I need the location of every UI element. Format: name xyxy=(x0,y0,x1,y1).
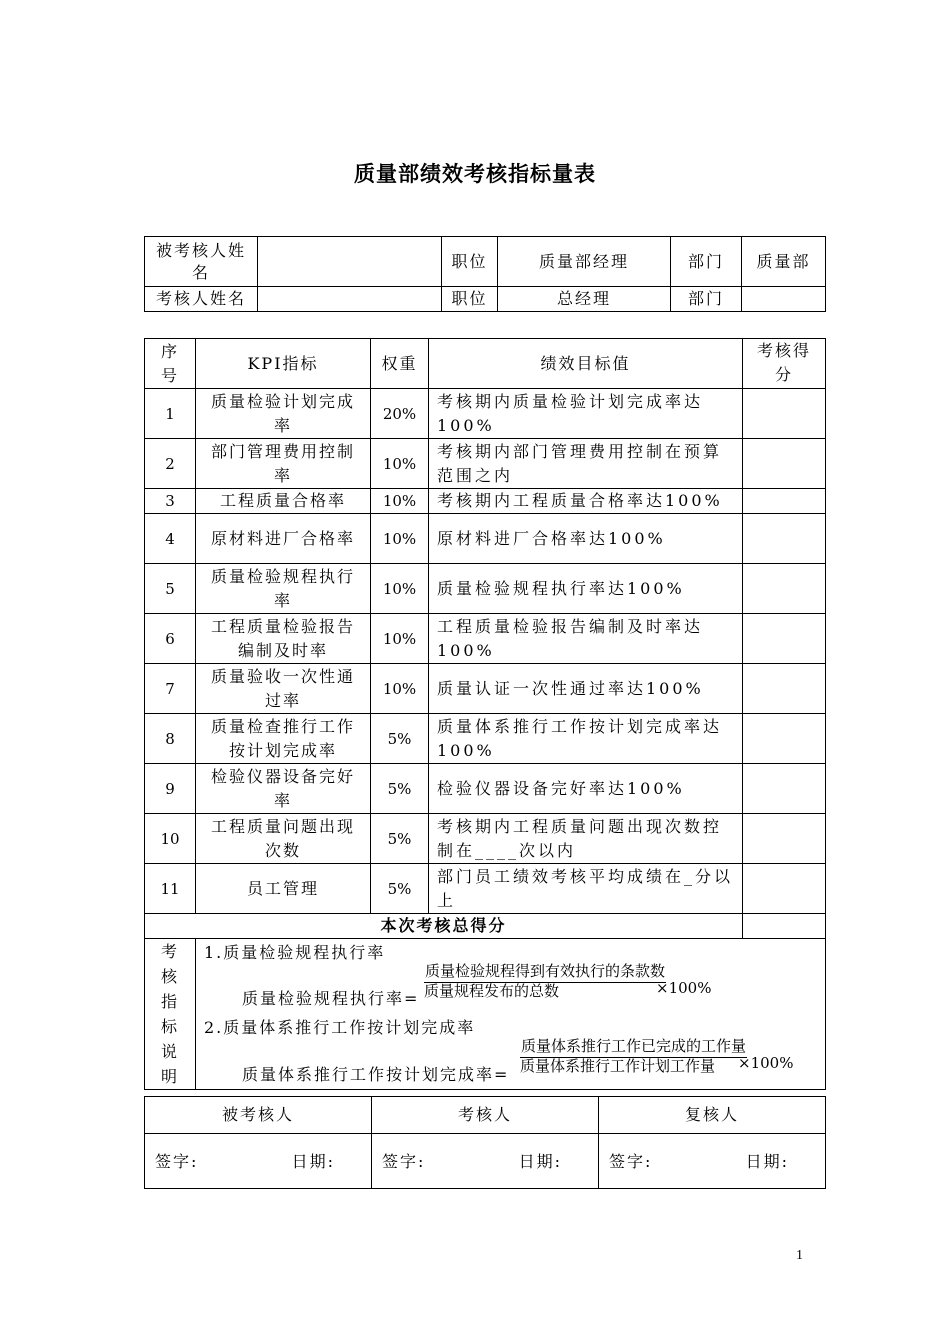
kpi-seq: 6 xyxy=(145,614,196,664)
page-title: 质量部绩效考核指标量表 xyxy=(354,162,596,186)
kpi-row xyxy=(145,389,826,439)
kpi-row xyxy=(145,564,826,614)
kpi-target: 考核期内部门管理费用控制在预算范围之内 xyxy=(429,439,743,489)
assessor-dept-value xyxy=(742,287,826,312)
formula1-fraction xyxy=(424,963,666,1002)
kpi-score[interactable] xyxy=(743,764,826,814)
assessee-dept-value: 质量部 xyxy=(742,237,826,287)
kpi-target: 质量认证一次性通过率达100% xyxy=(429,664,743,714)
kpi-name: 质量检验计划完成率 xyxy=(196,389,371,439)
sign-label: 签字: xyxy=(382,1152,426,1171)
explain-row xyxy=(145,939,826,1090)
kpi-seq: 9 xyxy=(145,764,196,814)
kpi-target: 考核期内工程质量问题出现次数控制在____次以内 xyxy=(429,814,743,864)
kpi-score[interactable] xyxy=(743,814,826,864)
page-number: 1 xyxy=(796,1248,803,1263)
kpi-row xyxy=(145,764,826,814)
kpi-name: 质量检查推行工作按计划完成率 xyxy=(196,714,371,764)
formula2-title: 2.质量体系推行工作按计划完成率 xyxy=(204,1018,476,1037)
kpi-score[interactable] xyxy=(743,614,826,664)
kpi-seq: 1 xyxy=(145,389,196,439)
explain-label: 考核指标说明 xyxy=(145,939,196,1090)
assessor-dept-label: 部门 xyxy=(671,287,742,312)
kpi-name: 工程质量合格率 xyxy=(196,489,371,514)
kpi-row xyxy=(145,514,826,564)
header-target: 绩效目标值 xyxy=(429,339,743,389)
date-label: 日期: xyxy=(745,1152,789,1171)
assessee-name-value xyxy=(258,237,442,287)
kpi-seq: 2 xyxy=(145,439,196,489)
header-kpi: KPI指标 xyxy=(196,339,371,389)
signature-header-row xyxy=(145,1097,826,1134)
kpi-seq: 10 xyxy=(145,814,196,864)
kpi-score[interactable] xyxy=(743,389,826,439)
kpi-seq: 4 xyxy=(145,514,196,564)
kpi-target: 部门员工绩效考核平均成绩在_分以上 xyxy=(429,864,743,914)
kpi-name: 部门管理费用控制率 xyxy=(196,439,371,489)
kpi-body xyxy=(145,389,826,914)
kpi-score[interactable] xyxy=(743,714,826,764)
kpi-name: 原材料进厂合格率 xyxy=(196,514,371,564)
formula2-times: ×100% xyxy=(738,1054,794,1072)
formula1-lhs: 质量检验规程执行率= xyxy=(242,989,420,1008)
kpi-seq: 5 xyxy=(145,564,196,614)
kpi-name: 员工管理 xyxy=(196,864,371,914)
kpi-name: 质量检验规程执行率 xyxy=(196,564,371,614)
assessor-name-value xyxy=(258,287,442,312)
kpi-table xyxy=(144,338,826,1090)
sig-header-assessee: 被考核人 xyxy=(145,1097,372,1134)
kpi-weight: 20% xyxy=(371,389,429,439)
kpi-target: 考核期内质量检验计划完成率达100% xyxy=(429,389,743,439)
formula1-numerator: 质量检验规程得到有效执行的条款数 xyxy=(424,963,666,983)
kpi-weight: 10% xyxy=(371,514,429,564)
assessor-position-label: 职位 xyxy=(442,287,498,312)
total-label: 本次考核总得分 xyxy=(145,914,743,939)
assessor-position-value: 总经理 xyxy=(498,287,671,312)
date-label: 日期: xyxy=(291,1152,335,1171)
formula1-times: ×100% xyxy=(656,979,712,997)
info-table xyxy=(144,236,826,312)
kpi-weight: 5% xyxy=(371,864,429,914)
kpi-score[interactable] xyxy=(743,664,826,714)
kpi-target: 工程质量检验报告编制及时率达100% xyxy=(429,614,743,664)
formula2-numerator: 质量体系推行工作已完成的工作量 xyxy=(520,1038,747,1058)
kpi-name: 工程质量问题出现次数 xyxy=(196,814,371,864)
kpi-row xyxy=(145,439,826,489)
explain-content xyxy=(196,939,826,1090)
kpi-header-row xyxy=(145,339,826,389)
signature-table xyxy=(144,1096,826,1189)
kpi-score[interactable] xyxy=(743,439,826,489)
kpi-weight: 10% xyxy=(371,564,429,614)
kpi-score[interactable] xyxy=(743,514,826,564)
total-score xyxy=(743,914,826,939)
assessee-position-label: 职位 xyxy=(442,237,498,287)
kpi-name: 质量验收一次性通过率 xyxy=(196,664,371,714)
sign-cell-assessor[interactable] xyxy=(372,1134,599,1189)
assessor-name-label: 考核人姓名 xyxy=(145,287,258,312)
formula2-denominator: 质量体系推行工作计划工作量 xyxy=(520,1059,716,1075)
kpi-weight: 10% xyxy=(371,614,429,664)
kpi-row xyxy=(145,814,826,864)
kpi-seq: 7 xyxy=(145,664,196,714)
formula2-lhs: 质量体系推行工作按计划完成率= xyxy=(242,1065,510,1084)
kpi-target: 质量检验规程执行率达100% xyxy=(429,564,743,614)
sign-cell-reviewer[interactable] xyxy=(599,1134,826,1189)
kpi-row xyxy=(145,864,826,914)
assessee-position-value: 质量部经理 xyxy=(498,237,671,287)
kpi-seq: 8 xyxy=(145,714,196,764)
kpi-row xyxy=(145,664,826,714)
kpi-weight: 10% xyxy=(371,489,429,514)
total-row xyxy=(145,914,826,939)
kpi-weight: 5% xyxy=(371,814,429,864)
kpi-score[interactable] xyxy=(743,564,826,614)
kpi-target: 检验仪器设备完好率达100% xyxy=(429,764,743,814)
kpi-row xyxy=(145,614,826,664)
kpi-score[interactable] xyxy=(743,864,826,914)
sig-header-assessor: 考核人 xyxy=(372,1097,599,1134)
header-score: 考核得分 xyxy=(743,339,826,389)
sign-label: 签字: xyxy=(609,1152,653,1171)
kpi-target: 考核期内工程质量合格率达100% xyxy=(429,489,743,514)
sig-header-reviewer: 复核人 xyxy=(599,1097,826,1134)
kpi-seq: 11 xyxy=(145,864,196,914)
formula1-title: 1.质量检验规程执行率 xyxy=(204,943,386,962)
kpi-target: 原材料进厂合格率达100% xyxy=(429,514,743,564)
header-seq: 序号 xyxy=(145,339,196,389)
date-label: 日期: xyxy=(518,1152,562,1171)
formula2-fraction xyxy=(520,1038,747,1077)
assessee-dept-label: 部门 xyxy=(671,237,742,287)
kpi-weight: 5% xyxy=(371,714,429,764)
kpi-score[interactable] xyxy=(743,489,826,514)
formula1-denominator: 质量规程发布的总数 xyxy=(424,984,560,1000)
kpi-weight: 10% xyxy=(371,664,429,714)
kpi-seq: 3 xyxy=(145,489,196,514)
kpi-name: 工程质量检验报告编制及时率 xyxy=(196,614,371,664)
kpi-name: 检验仪器设备完好率 xyxy=(196,764,371,814)
info-row-assessor xyxy=(145,287,826,312)
kpi-row xyxy=(145,489,826,514)
signature-row xyxy=(145,1134,826,1189)
kpi-weight: 10% xyxy=(371,439,429,489)
sign-cell-assessee[interactable] xyxy=(145,1134,372,1189)
kpi-target: 质量体系推行工作按计划完成率达100% xyxy=(429,714,743,764)
sign-label: 签字: xyxy=(155,1152,199,1171)
header-weight: 权重 xyxy=(371,339,429,389)
kpi-row xyxy=(145,714,826,764)
kpi-weight: 5% xyxy=(371,764,429,814)
info-row-assessee xyxy=(145,237,826,287)
assessee-name-label: 被考核人姓名 xyxy=(145,237,258,287)
